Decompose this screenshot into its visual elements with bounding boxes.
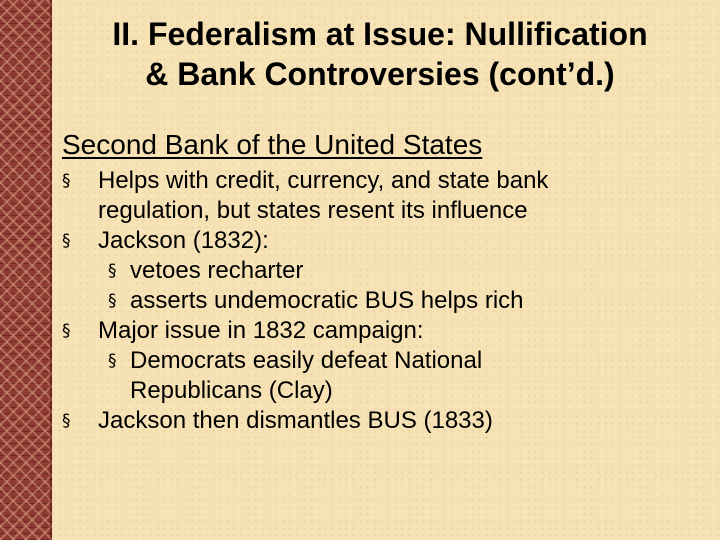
sub-bullet-list (98, 256, 702, 316)
sub-bullet-item (98, 286, 702, 316)
bullet-icon: § (108, 261, 117, 281)
slide-title (60, 14, 700, 94)
bullet-text: Jackson (1832): (98, 227, 269, 254)
bullet-item (62, 226, 702, 316)
bullet-icon: § (62, 171, 71, 191)
decorative-border (0, 0, 52, 540)
bullet-item (62, 316, 702, 406)
sub-bullet-list (98, 346, 702, 406)
bullet-list (62, 166, 702, 436)
sub-bullet-line: Democrats easily defeat National (130, 347, 483, 374)
bullet-text: Jackson then dismantles BUS (1833) (98, 407, 493, 434)
bullet-icon: § (108, 351, 117, 371)
bullet-item (62, 406, 702, 436)
bullet-line: regulation, but states resent its influence (98, 197, 528, 224)
bullet-item (62, 166, 702, 226)
slide-subtitle: Second Bank of the United States (62, 129, 483, 160)
bullet-icon: § (108, 291, 117, 311)
sub-bullet-line: Republicans (Clay) (130, 377, 333, 404)
bullet-line: Helps with credit, currency, and state bank (98, 167, 549, 194)
title-line: & Bank Controversies (cont’d.) (145, 56, 615, 92)
bullet-icon: § (62, 231, 71, 251)
sub-bullet-item (98, 346, 702, 406)
bullet-icon: § (62, 411, 71, 431)
bullet-text: Major issue in 1832 campaign: (98, 317, 424, 344)
sub-bullet-item (98, 256, 702, 286)
bullet-icon: § (62, 321, 71, 341)
sub-bullet-text (130, 346, 702, 406)
sub-bullet-text: asserts undemocratic BUS helps rich (130, 287, 524, 314)
title-line: II. Federalism at Issue: Nullification (112, 16, 648, 52)
bullet-text (98, 166, 702, 226)
sub-bullet-text: vetoes recharter (130, 257, 304, 284)
